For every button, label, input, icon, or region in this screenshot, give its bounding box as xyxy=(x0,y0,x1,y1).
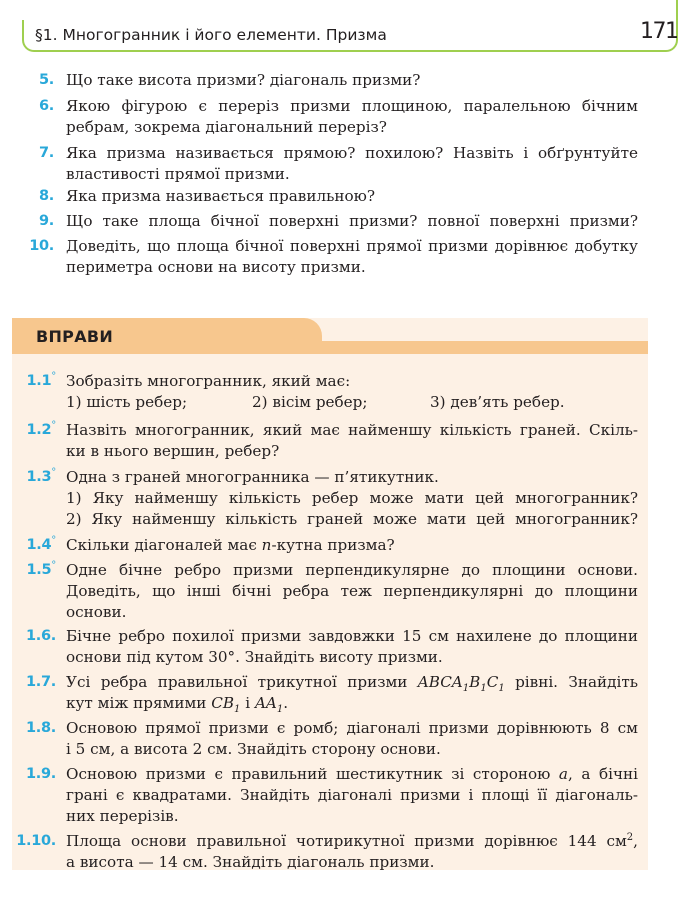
exercise-text: Бічне ребро похилої призми завдовжки 15 см нахилене до площини xyxy=(66,627,638,645)
running-header xyxy=(22,20,662,52)
exercise-text: 1) Яку найменшу кількість ребер може мати цей многогранник? xyxy=(66,489,638,507)
exercise-number: 1.6. xyxy=(26,628,56,644)
exercise-text: і 5 см, а висота 2 см. Знайдіть сторону основи. xyxy=(66,740,441,758)
exercise-text: них перерізів. xyxy=(66,807,179,825)
question-text: Що таке площа бічної поверхні призми? повної поверхні призми? xyxy=(66,212,638,230)
exercise-number: 1.10. xyxy=(16,833,56,849)
exercise-text: Зобразіть многогранник, який має: xyxy=(66,372,351,390)
exercise-text: Скільки діагоналей має n-кутна призма? xyxy=(66,536,395,554)
exercise-text: Одна з граней многогранника — п’ятикутник. xyxy=(66,468,439,486)
exercise-text: Назвіть многогранник, який має найменшу кількість граней. Скіль- xyxy=(66,421,638,439)
question-text: Що таке висота призми? діагональ призми? xyxy=(66,71,421,89)
question-text: властивості прямої призми. xyxy=(66,165,290,183)
exercise-text: основи. xyxy=(66,603,127,621)
exercise-number: 1.4° xyxy=(26,535,56,553)
question-text: периметра основи на висоту призми. xyxy=(66,258,366,276)
exercise-text: Основою призми є правильний шестикутник зі стороною a, а бічні xyxy=(66,765,639,783)
exercise-text: кут між прямими $CB_1$ і $AA_1$. xyxy=(66,694,289,716)
exercise-number: 1.1° xyxy=(26,371,56,389)
exercise-text: Площа основи правильної чотирикутної призми дорівнює 144 $см^2$, xyxy=(66,831,638,850)
question-number: 7. xyxy=(39,145,54,161)
question-text: Доведіть, що площа бічної поверхні прямої призми дорівнює добутку xyxy=(66,237,638,255)
exercise-text: Усі ребра правильної трикутної призми $ABCA_1B_1C_1$ рівні. Знайдіть xyxy=(66,673,639,695)
header-title: §1. Многогранник і його елементи. Призма xyxy=(35,26,387,44)
question-number: 9. xyxy=(39,213,54,229)
section-title: ВПРАВИ xyxy=(36,327,114,346)
question-text: Яка призма називається прямою? похилою? Назвіть і обґрунтуйте xyxy=(66,144,638,162)
exercise-number: 1.9. xyxy=(26,766,56,782)
page-number: 171 xyxy=(640,19,678,44)
question-text: Якою фігурою є переріз призми площиною, паралельною бічним xyxy=(66,97,638,115)
exercise-number: 1.3° xyxy=(26,467,56,485)
exercises-header xyxy=(12,318,648,354)
exercise-number: 1.2° xyxy=(26,420,56,438)
exercise-text: Доведіть, що інші бічні ребра теж перпендикулярні до площини xyxy=(66,582,638,600)
exercise-number: 1.8. xyxy=(26,720,56,736)
exercise-text: Основою прямої призми є ромб; діагоналі призми дорівнюють 8 см xyxy=(66,719,638,737)
exercise-text: ки в нього вершин, ребер? xyxy=(66,442,280,460)
exercise-options xyxy=(66,392,638,413)
exercise-number: 1.5° xyxy=(26,560,56,578)
option-2: 2) вісім ребер; xyxy=(252,393,368,411)
exercise-text: основи під кутом 30°. Знайдіть висоту призми. xyxy=(66,648,443,666)
question-text: Яка призма називається правильною? xyxy=(66,187,375,205)
exercise-text: грані є квадратами. Знайдіть діагоналі призми і площі її діагональ- xyxy=(66,786,638,804)
question-number: 6. xyxy=(39,98,54,114)
exercise-text: а висота — 14 см. Знайдіть діагональ призми. xyxy=(66,853,435,871)
question-number: 10. xyxy=(29,238,54,254)
question-number: 5. xyxy=(39,72,54,88)
exercise-number: 1.7. xyxy=(26,674,56,690)
exercise-text: Одне бічне ребро призми перпендикулярне до площини основи. xyxy=(66,561,638,579)
question-text: ребрам, зокрема діагональний переріз? xyxy=(66,118,387,136)
exercise-text: 2) Яку найменшу кількість граней може мати цей многогранник? xyxy=(66,510,638,528)
option-3: 3) дев’ять ребер. xyxy=(430,393,565,411)
question-number: 8. xyxy=(39,188,54,204)
option-1: 1) шість ребер; xyxy=(66,393,188,411)
